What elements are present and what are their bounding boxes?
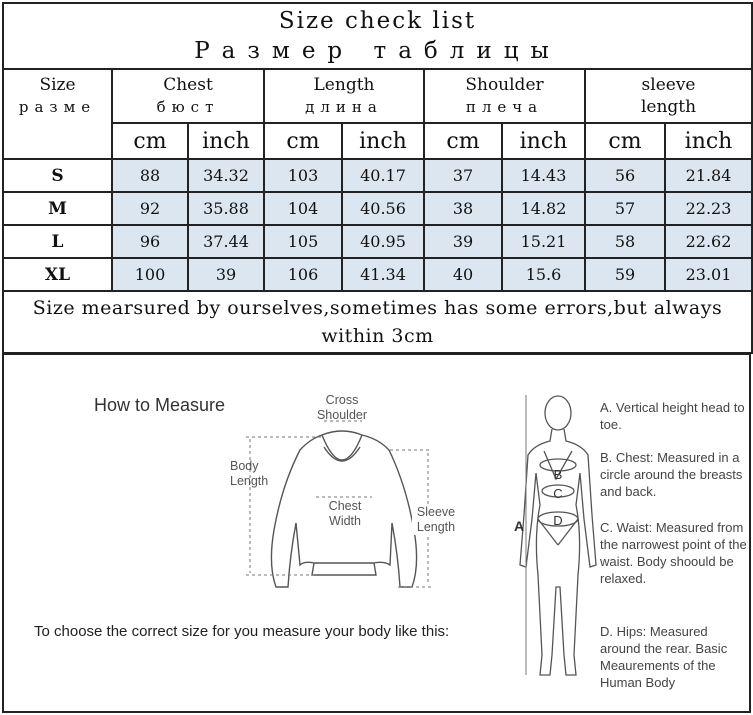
choose-size-instruction: To choose the correct size for you measure your body like this: (34, 623, 450, 640)
chest-width-label: Chest Width (320, 499, 370, 529)
cell-sleeve-cm: 59 (585, 258, 665, 291)
cell-sleeve-cm: 58 (585, 225, 665, 258)
table-row (3, 258, 752, 291)
description-a: A. Vertical height head to toe. (600, 400, 745, 432)
header-size (3, 69, 112, 159)
cell-length-cm: 104 (264, 192, 342, 225)
how-to-measure-panel (2, 353, 751, 713)
cell-sleeve-cm: 57 (585, 192, 665, 225)
body-length-label: Body Length (230, 459, 269, 488)
header-sleeve-en: sleeve (641, 75, 696, 95)
cell-chest-cm: 96 (112, 225, 188, 258)
unit-sleeve-inch: inch (665, 123, 752, 159)
cross-shoulder-label: Cross Shoulder (316, 393, 368, 422)
unit-length-inch: inch (342, 123, 424, 159)
cell-shoulder-cm: 37 (424, 159, 502, 192)
cell-sleeve-cm: 56 (585, 159, 665, 192)
cell-shoulder-inch: 14.43 (502, 159, 585, 192)
unit-chest-cm: cm (112, 123, 188, 159)
header-length-en: Length (313, 75, 375, 95)
table-row (3, 225, 752, 258)
header-sleeve-en2: length (640, 97, 697, 117)
cell-length-cm: 103 (264, 159, 342, 192)
cell-chest-cm: 100 (112, 258, 188, 291)
marker-d: D (553, 513, 563, 528)
cell-chest-inch: 37.44 (188, 225, 264, 258)
header-sleeve (585, 69, 752, 123)
cell-sleeve-inch: 22.23 (665, 192, 752, 225)
cell-shoulder-cm: 38 (424, 192, 502, 225)
cell-chest-cm: 92 (112, 192, 188, 225)
cell-shoulder-inch: 14.82 (502, 192, 585, 225)
description-c: C. Waist: Measured from the narrowest point of the waist. Body shoould be relaxed. (600, 520, 747, 586)
cell-length-inch: 40.95 (342, 225, 424, 258)
cell-chest-inch: 39 (188, 258, 264, 291)
cell-length-cm: 105 (264, 225, 342, 258)
cell-shoulder-inch: 15.21 (502, 225, 585, 258)
description-d: D. Hips: Measured around the rear. Basic Meaurements of the Human Body (600, 624, 728, 690)
header-shoulder-ru: плеча (465, 98, 544, 116)
unit-shoulder-inch: inch (502, 123, 585, 159)
sleeve-length-label: Sleeve Length (412, 505, 460, 535)
unit-chest-inch: inch (188, 123, 264, 159)
unit-shoulder-cm: cm (424, 123, 502, 159)
measurement-note: Size mearsured by ourselves,sometimes has some errors,but always within 3cm (3, 291, 752, 353)
marker-b: B (553, 467, 563, 482)
cell-sleeve-inch: 22.62 (665, 225, 752, 258)
cell-length-inch: 41.34 (342, 258, 424, 291)
table-title (3, 3, 752, 69)
row-size: L (3, 225, 112, 258)
row-size: XL (3, 258, 112, 291)
table-row (3, 159, 752, 192)
header-chest (112, 69, 264, 123)
cell-sleeve-inch: 21.84 (665, 159, 752, 192)
unit-sleeve-cm: cm (585, 123, 665, 159)
cell-shoulder-cm: 40 (424, 258, 502, 291)
title-english: Size check list (278, 8, 477, 34)
size-table (2, 2, 753, 354)
header-length-ru: длина (305, 98, 383, 116)
cell-chest-cm: 88 (112, 159, 188, 192)
cell-shoulder-cm: 39 (424, 225, 502, 258)
header-size-en: Size (39, 75, 76, 95)
cell-length-inch: 40.17 (342, 159, 424, 192)
cell-shoulder-inch: 15.6 (502, 258, 585, 291)
header-shoulder-en: Shoulder (465, 75, 544, 95)
marker-c: C (553, 486, 563, 501)
header-length (264, 69, 424, 123)
header-chest-ru: бюст (156, 98, 220, 116)
row-size: S (3, 159, 112, 192)
cell-chest-inch: 35.88 (188, 192, 264, 225)
body-figure (520, 396, 596, 675)
row-size: M (3, 192, 112, 225)
title-russian: Размер таблицы (194, 38, 561, 64)
how-to-measure-title: How to Measure (94, 395, 226, 415)
cell-length-inch: 40.56 (342, 192, 424, 225)
unit-length-cm: cm (264, 123, 342, 159)
description-b: B. Chest: Measured in a circle around the breasts and back. (600, 450, 743, 499)
marker-a: A (513, 518, 525, 534)
table-row (3, 192, 752, 225)
header-chest-en: Chest (163, 75, 213, 95)
cell-sleeve-inch: 23.01 (665, 258, 752, 291)
cell-length-cm: 106 (264, 258, 342, 291)
header-shoulder (424, 69, 585, 123)
header-size-ru: разме (18, 98, 97, 116)
cell-chest-inch: 34.32 (188, 159, 264, 192)
